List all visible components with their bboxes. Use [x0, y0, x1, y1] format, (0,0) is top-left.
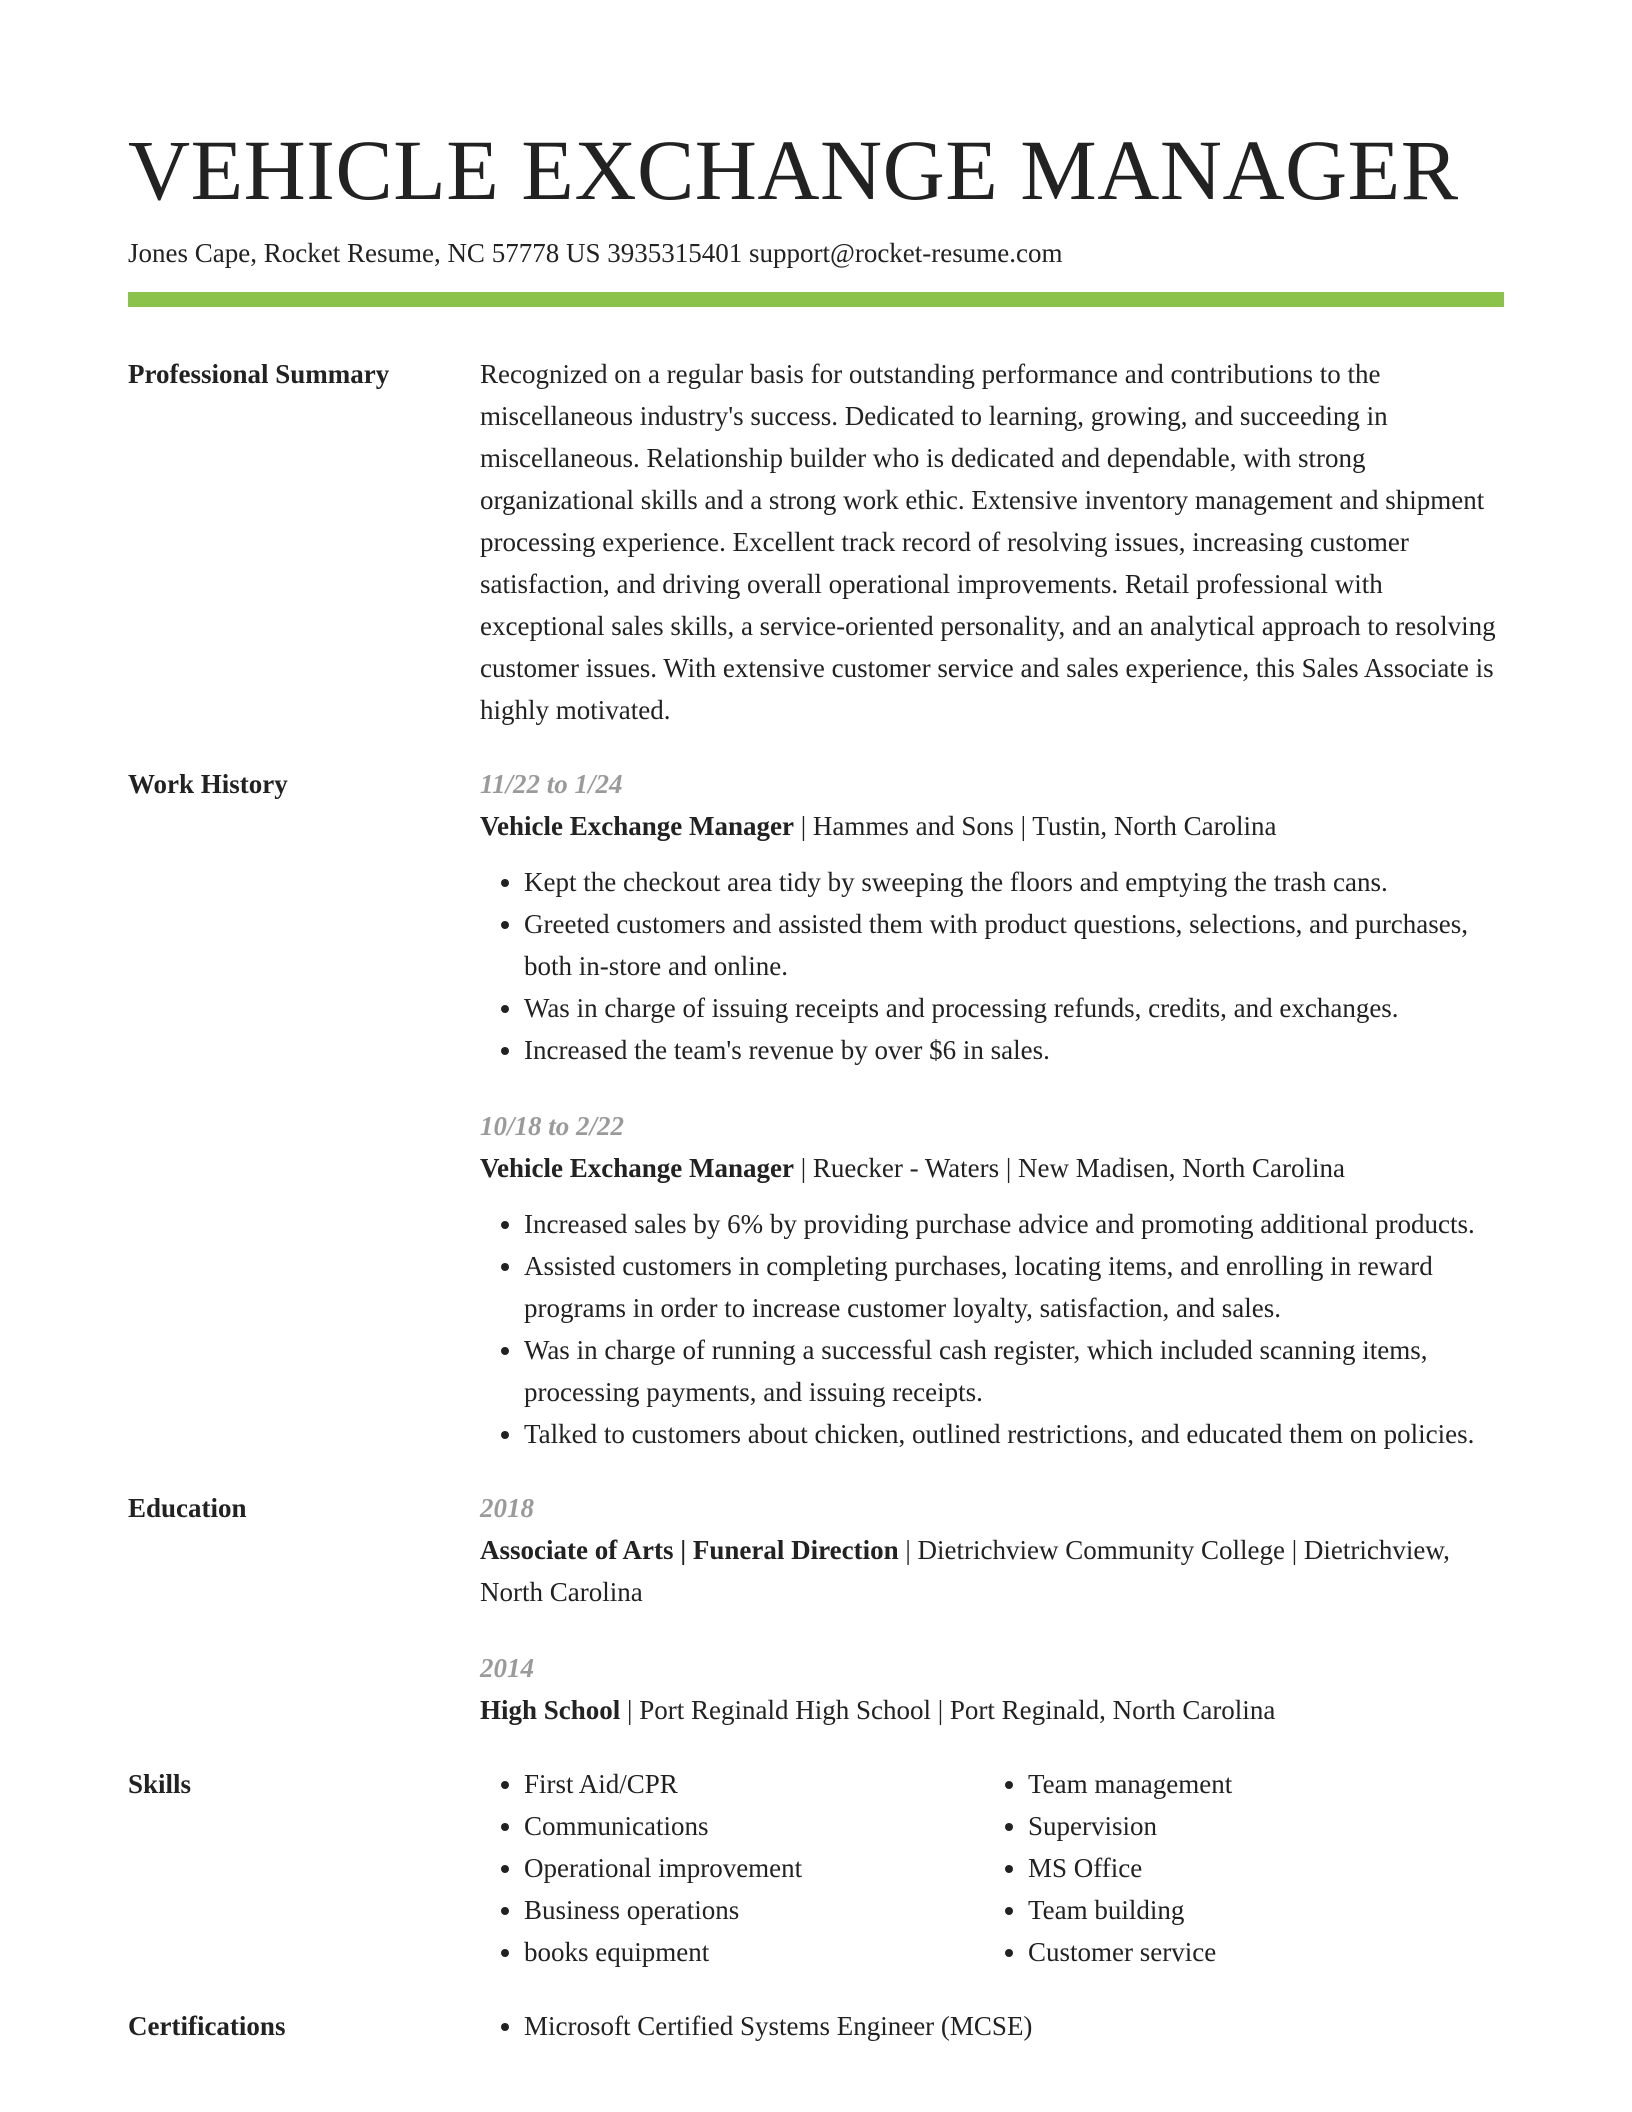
certifications-list — [480, 2005, 1504, 2047]
list-item: • Greeted customers and assisted them with product questions, selections, and purchases, both in-store and online. — [524, 903, 1504, 987]
list-item: • Was in charge of issuing receipts and processing refunds, credits, and exchanges. — [524, 987, 1504, 1029]
education-details: | Port Reginald High School | Port Reginald, North Carolina — [620, 1695, 1276, 1725]
list-item: • Supervision — [1028, 1805, 1488, 1847]
skills-list-right — [984, 1763, 1488, 1973]
skills-columns — [480, 1763, 1504, 1973]
job-heading — [480, 805, 1504, 847]
list-item: • First Aid/CPR — [524, 1763, 984, 1805]
list-item: • Kept the checkout area tidy by sweeping the floors and emptying the trash cans. — [524, 861, 1504, 903]
job-heading — [480, 1147, 1504, 1189]
section-label-certifications: Certifications — [128, 2011, 286, 2041]
education-year: 2014 — [480, 1653, 534, 1683]
list-item: • Communications — [524, 1805, 984, 1847]
contact-line: Jones Cape, Rocket Resume, NC 57778 US 3935315401 support@rocket-resume.com — [128, 238, 1063, 268]
education-degree: Associate of Arts | Funeral Direction — [480, 1535, 899, 1565]
summary-section — [128, 353, 1504, 731]
page-title: VEHICLE EXCHANGE MANAGER — [128, 122, 1459, 218]
education-entry — [480, 1647, 1504, 1731]
list-item: • Assisted customers in completing purchases, locating items, and enrolling in reward programs in order to increase customer loyalty, satisfaction, and sales. — [524, 1245, 1504, 1329]
list-item: • books equipment — [524, 1931, 984, 1973]
section-label-summary: Professional Summary — [128, 359, 390, 389]
job-title: Vehicle Exchange Manager — [480, 811, 794, 841]
section-label-work-history: Work History — [128, 769, 288, 799]
skills-list-left — [480, 1763, 984, 1973]
job-entry — [480, 763, 1504, 1071]
list-item: • MS Office — [1028, 1847, 1488, 1889]
list-item: • Customer service — [1028, 1931, 1488, 1973]
education-heading — [480, 1689, 1504, 1731]
job-dates: 11/22 to 1/24 — [480, 769, 623, 799]
job-bullets — [480, 861, 1504, 1071]
list-item: • Increased sales by 6% by providing purchase advice and promoting additional products. — [524, 1203, 1504, 1245]
education-year: 2018 — [480, 1493, 534, 1523]
work-history-section — [128, 763, 1504, 1455]
list-item: • Team building — [1028, 1889, 1488, 1931]
section-label-education: Education — [128, 1493, 247, 1523]
job-entry — [480, 1105, 1504, 1455]
education-heading — [480, 1529, 1504, 1613]
list-item: • Increased the team's revenue by over $6 in sales. — [524, 1029, 1504, 1071]
list-item: • Business operations — [524, 1889, 984, 1931]
list-item: • Team management — [1028, 1763, 1488, 1805]
accent-divider — [128, 292, 1504, 307]
list-item: • Talked to customers about chicken, outlined restrictions, and educated them on policies. — [524, 1413, 1504, 1455]
education-section — [128, 1487, 1504, 1731]
resume-page — [128, 0, 1504, 2047]
education-details: | Dietrichview Community College | Dietrichview, North Carolina — [480, 1535, 1450, 1607]
job-details: | Hammes and Sons | Tustin, North Carolina — [793, 811, 1277, 841]
certifications-section — [128, 2005, 1504, 2047]
list-item: • Was in charge of running a successful cash register, which included scanning items, processing payments, and issuing receipts. — [524, 1329, 1504, 1413]
job-title: Vehicle Exchange Manager — [480, 1153, 794, 1183]
education-degree: High School — [480, 1695, 621, 1725]
summary-text: Recognized on a regular basis for outstanding performance and contributions to the miscellaneous industry's success. Dedicated to learning, growing, and succeeding in miscellaneous. Relationship builder who is dedicated and dependable, with strong organizational skills and a strong work ethic. Extensive inventory management and shipment processing experience. Excellent track record of resolving issues, increasing customer satisfaction, and driving overall operational improvements. Retail professional with exceptional sales skills, a service-oriented personality, and an analytical approach to resolving customer issues. With extensive customer service and sales experience, this Sales Associate is highly motivated. — [480, 359, 1496, 725]
section-label-skills: Skills — [128, 1769, 192, 1799]
education-entry — [480, 1487, 1504, 1613]
job-dates: 10/18 to 2/22 — [480, 1111, 625, 1141]
skills-section — [128, 1763, 1504, 1973]
job-details: | Ruecker - Waters | New Madisen, North Carolina — [793, 1153, 1345, 1183]
job-bullets — [480, 1203, 1504, 1455]
list-item: • Microsoft Certified Systems Engineer (MCSE) — [524, 2005, 1504, 2047]
list-item: • Operational improvement — [524, 1847, 984, 1889]
